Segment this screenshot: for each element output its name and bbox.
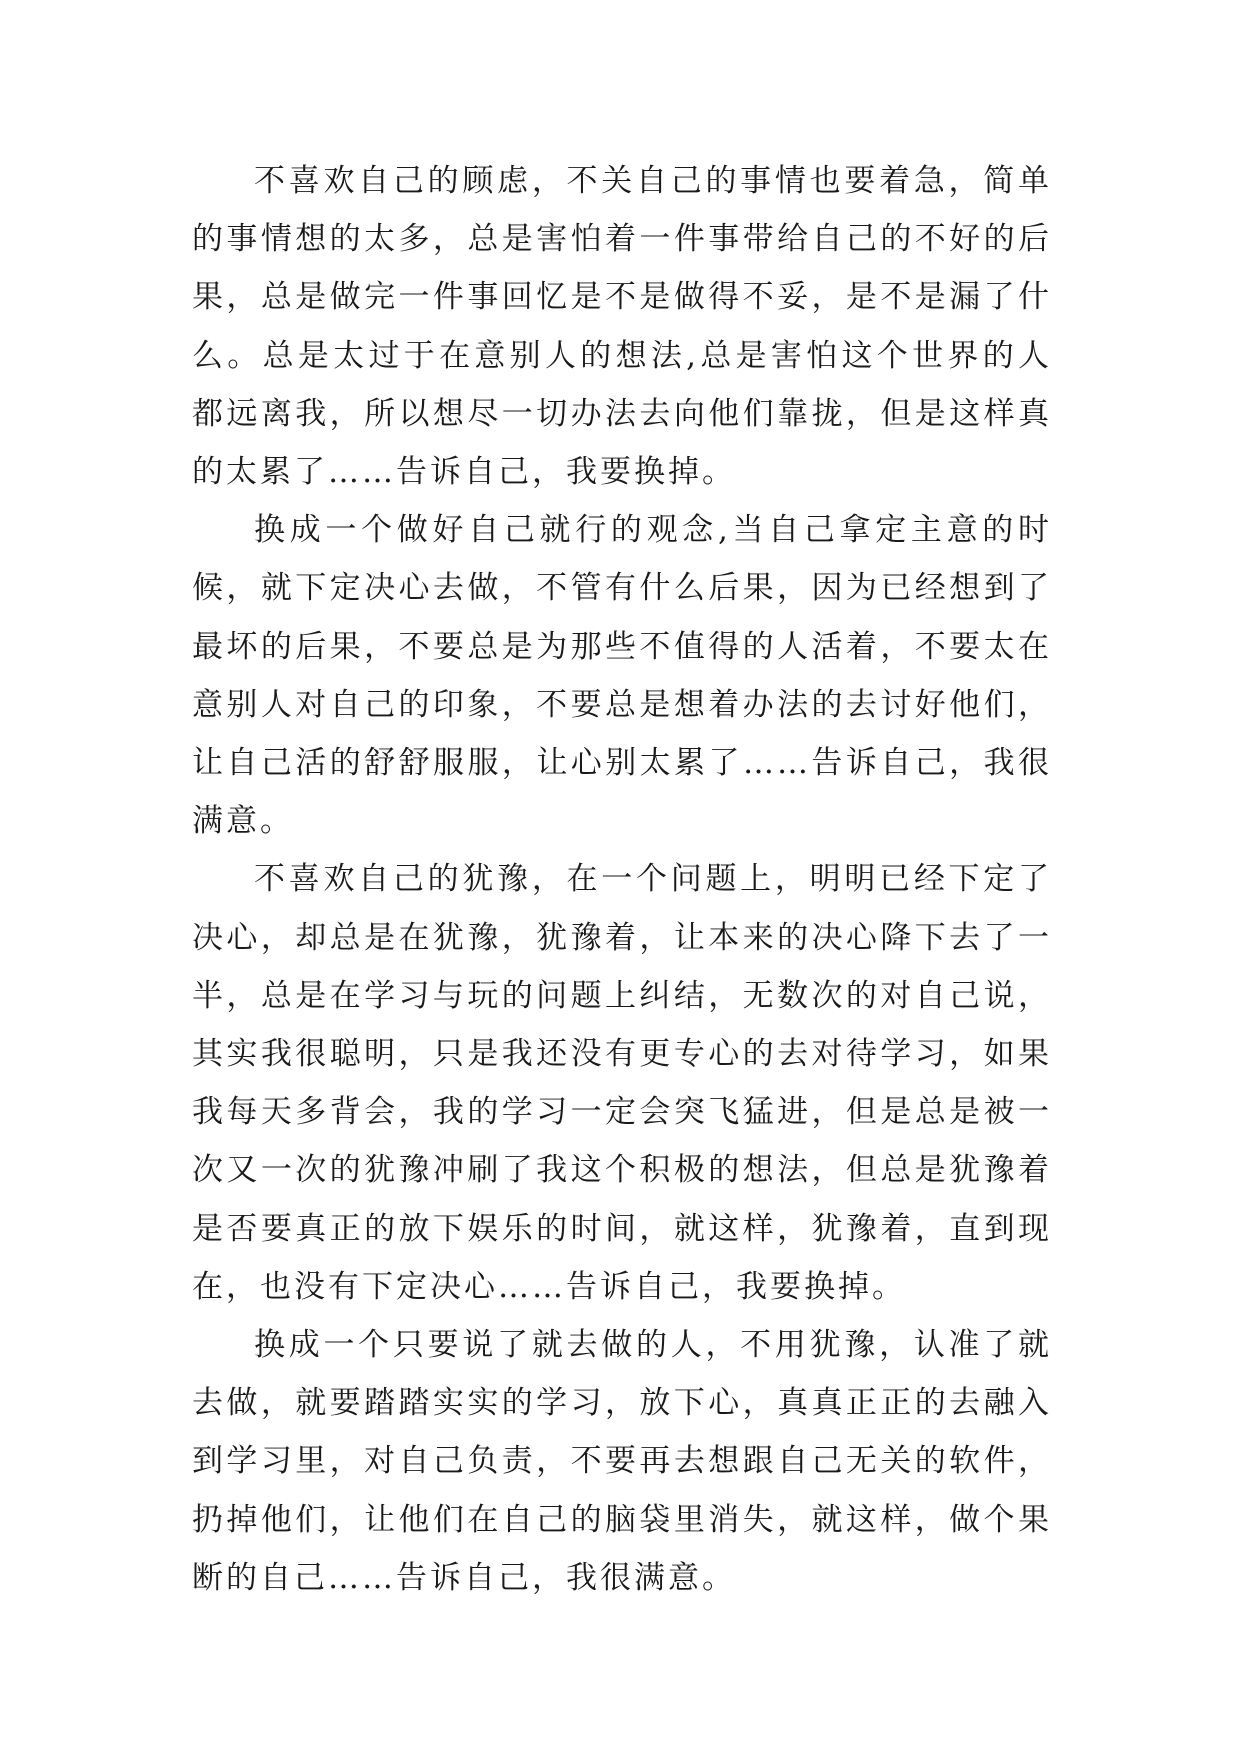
document-body [192, 152, 1052, 1607]
paragraph-4: 换成一个只要说了就去做的人，不用犹豫，认准了就去做，就要踏踏实实的学习，放下心，真真正正的去融入到学习里，对自己负责，不要再去想跟自己无关的软件，扔掉他们，让他们在自己的脑袋里消失，就这样，做个果断的自己……告诉自己，我很满意。 [192, 1327, 1052, 1596]
paragraph-1: 不喜欢自己的顾虑，不关自己的事情也要着急，简单的事情想的太多，总是害怕着一件事带给自己的不好的后果，总是做完一件事回忆是不是做得不妥，是不是漏了什么。总是太过于在意别人的想法,总是害怕这个世界的人都远离我，所以想尽一切办法去向他们靠拢，但是这样真的太累了……告诉自己，我要换掉。 [192, 163, 1052, 491]
paragraph-2: 换成一个做好自己就行的观念,当自己拿定主意的时候，就下定决心去做，不管有什么后果，因为已经想到了最坏的后果，不要总是为那些不值得的人活着，不要太在意别人对自己的印象，不要总是想着办法的去讨好他们，让自己活的舒舒服服，让心别太累了……告诉自己，我很满意。 [192, 512, 1052, 840]
paragraph-3: 不喜欢自己的犹豫，在一个问题上，明明已经下定了决心，却总是在犹豫，犹豫着，让本来的决心降下去了一半，总是在学习与玩的问题上纠结，无数次的对自己说，其实我很聪明，只是我还没有更专心的去对待学习，如果我每天多背会，我的学习一定会突飞猛进，但是总是被一次又一次的犹豫冲刷了我这个积极的想法，但总是犹豫着是否要真正的放下娱乐的时间，就这样，犹豫着，直到现在，也没有下定决心……告诉自己，我要换掉。 [192, 861, 1052, 1305]
